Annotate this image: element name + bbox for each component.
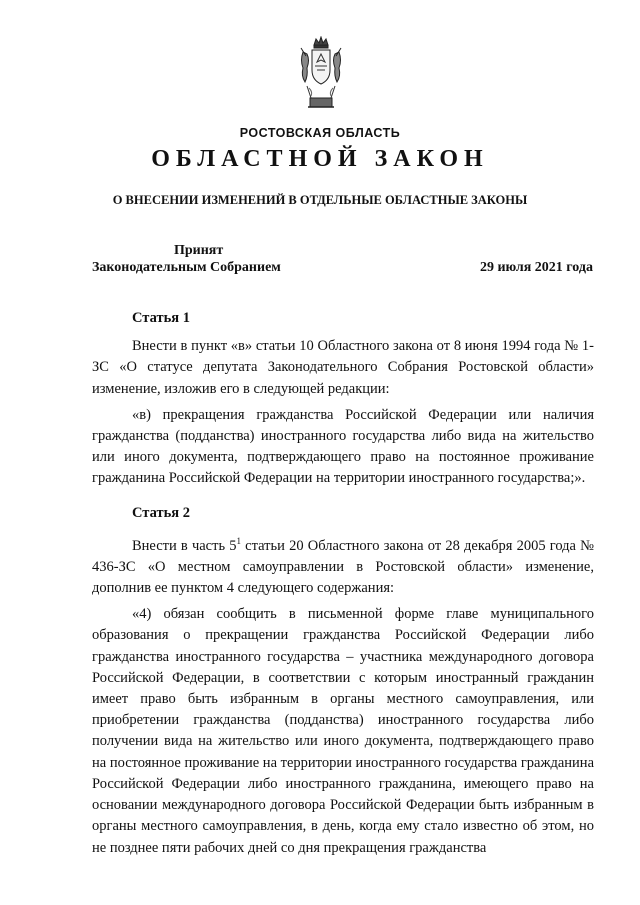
law-subtitle: О ВНЕСЕНИИ ИЗМЕНЕНИЙ В ОТДЕЛЬНЫЕ ОБЛАСТНЫЕ ЗАКОНЫ	[112, 193, 528, 207]
article-2-paragraph-1	[92, 531, 594, 599]
adopted-label: Принят	[174, 243, 224, 258]
adoption-date: 29 июля 2021 года	[479, 260, 593, 275]
article-2-p1-before: Внести в часть 5	[132, 537, 237, 554]
adoption-block	[92, 242, 292, 276]
adopted-by: Законодательным Собранием	[92, 260, 281, 275]
law-title: ОБЛАСТНОЙ ЗАКОН	[151, 146, 489, 172]
article-1-paragraph-2: «в) прекращения гражданства Российской Федерации или наличия гражданства (подданства) иностранного государства либо вида на жительство или иного документа, подтверждающего право на постоянное проживание гражданина Российской Федерации на территории иностранного государства;».	[92, 406, 594, 487]
article-2-paragraph-2: «4) обязан сообщить в письменной форме главе муниципального образования о прекращении гражданства Российской Федерации либо гражданства иностранного государства – участника международного договора Российской Федерации, в соответствии с которым иностранный гражданин имеет право быть избранным в органы местного самоуправления, или приобретении гражданства (подданства) иностранного государства либо получении вида на жительство или иного документа, подтверждающего право на постоянное проживание на территории иностранного государства гражданина Российской Федерации либо иностранного гражданина, имеющего право на основании международного договора Российской Федерации быть избранным в органы местного самоуправления, в день, когда ему стало известно об этом, но не позднее пяти рабочих дней со дня прекращения гражданства	[92, 606, 594, 856]
article-2-p1-after: статьи 20 Областного закона от 28 декабря 2005 года № 436-ЗС «О местном самоуправлении в Ростовской области» изменение, дополнив ее пунктом 4 следующего содержания:	[92, 537, 594, 597]
coat-of-arms-icon	[297, 36, 345, 112]
article-1-heading: Статья 1	[132, 310, 190, 326]
article-2-p1-superscript: 1	[236, 535, 241, 546]
article-2-heading: Статья 2	[132, 504, 190, 521]
document-body	[92, 308, 594, 864]
article-1-paragraph-1: Внести в пункт «в» статьи 10 Областного закона от 8 июня 1994 года № 1-ЗС «О статусе депутата Законодательного Собрания Ростовской области» изменение, изложив его в следующей редакции:	[92, 338, 594, 397]
region-name: РОСТОВСКАЯ ОБЛАСТЬ	[239, 126, 401, 140]
